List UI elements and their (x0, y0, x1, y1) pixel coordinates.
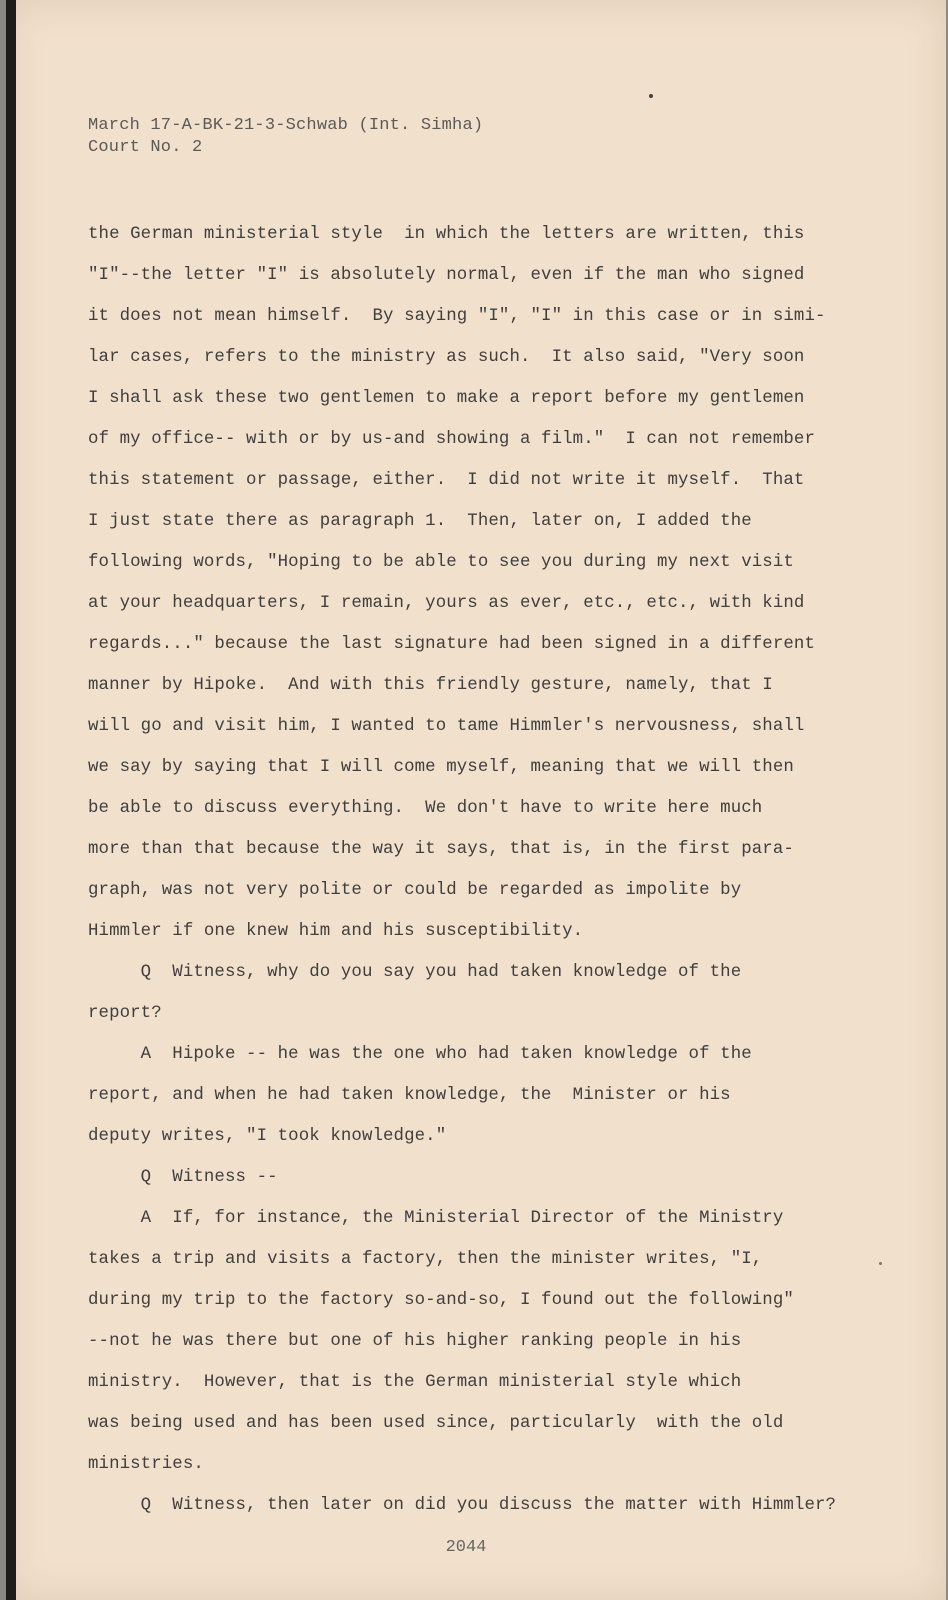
transcript-line: Himmler if one knew him and his susceptibility. (88, 922, 584, 941)
transcript-line: A Hipoke -- he was the one who had taken knowledge of the (88, 1045, 752, 1064)
transcript-line: deputy writes, "I took knowledge." (88, 1127, 447, 1146)
page-number: 2044 (445, 1538, 487, 1557)
transcript-line: report? (88, 1004, 162, 1023)
transcript-line: regards..." because the last signature had been signed in a different (88, 635, 815, 654)
transcript-line: the German ministerial style in which the letters are written, this (88, 225, 805, 244)
transcript-line: I shall ask these two gentlemen to make a report before my gentlemen (88, 389, 805, 408)
transcript-line: we say by saying that I will come myself, meaning that we will then (88, 758, 794, 777)
transcript-line: be able to discuss everything. We don't have to write here much (88, 799, 763, 818)
transcript-body (88, 214, 837, 1526)
transcript-line: more than that because the way it says, that is, in the first para- (88, 840, 794, 859)
transcript-line: A If, for instance, the Ministerial Director of the Ministry (88, 1209, 784, 1228)
paper-speck (879, 1262, 882, 1265)
transcript-line: this statement or passage, either. I did not write it myself. That (88, 471, 805, 490)
transcript-line: during my trip to the factory so-and-so, I found out the following" (88, 1291, 794, 1310)
transcript-line: ministries. (88, 1455, 204, 1474)
transcript-line: graph, was not very polite or could be regarded as impolite by (88, 881, 742, 900)
transcript-line: takes a trip and visits a factory, then the minister writes, "I, (88, 1250, 763, 1269)
transcript-line: was being used and has been used since, particularly with the old (88, 1414, 784, 1433)
transcript-line: of my office-- with or by us-and showing a film." I can not remember (88, 430, 815, 449)
document-header (88, 115, 483, 159)
transcript-line: Q Witness, why do you say you had taken knowledge of the (88, 963, 742, 982)
paper-speck (649, 94, 653, 98)
transcript-line: will go and visit him, I wanted to tame Himmler's nervousness, shall (88, 717, 805, 736)
transcript-line: Q Witness -- (88, 1168, 278, 1187)
transcript-line: I just state there as paragraph 1. Then, later on, I added the (88, 512, 752, 531)
transcript-line: Q Witness, then later on did you discuss the matter with Himmler? (88, 1496, 837, 1515)
transcript-line: ministry. However, that is the German ministerial style which (88, 1373, 742, 1392)
transcript-line: it does not mean himself. By saying "I", "I" in this case or in simi- (88, 307, 826, 326)
transcript-line: "I"--the letter "I" is absolutely normal, even if the man who signed (88, 266, 805, 285)
scan-dark-edge (6, 0, 16, 1600)
transcript-line: report, and when he had taken knowledge, the Minister or his (88, 1086, 731, 1105)
transcript-line: manner by Hipoke. And with this friendly gesture, namely, that I (88, 676, 773, 695)
transcript-line: at your headquarters, I remain, yours as ever, etc., etc., with kind (88, 594, 805, 613)
transcript-line: following words, "Hoping to be able to see you during my next visit (88, 553, 794, 572)
transcript-line: --not he was there but one of his higher ranking people in his (88, 1332, 742, 1351)
transcript-line: lar cases, refers to the ministry as such. It also said, "Very soon (88, 348, 805, 367)
header-case-reference: March 17-A-BK-21-3-Schwab (Int. Simha) (88, 116, 484, 135)
header-court-number: Court No. 2 (88, 138, 203, 157)
document-page (6, 0, 946, 1600)
